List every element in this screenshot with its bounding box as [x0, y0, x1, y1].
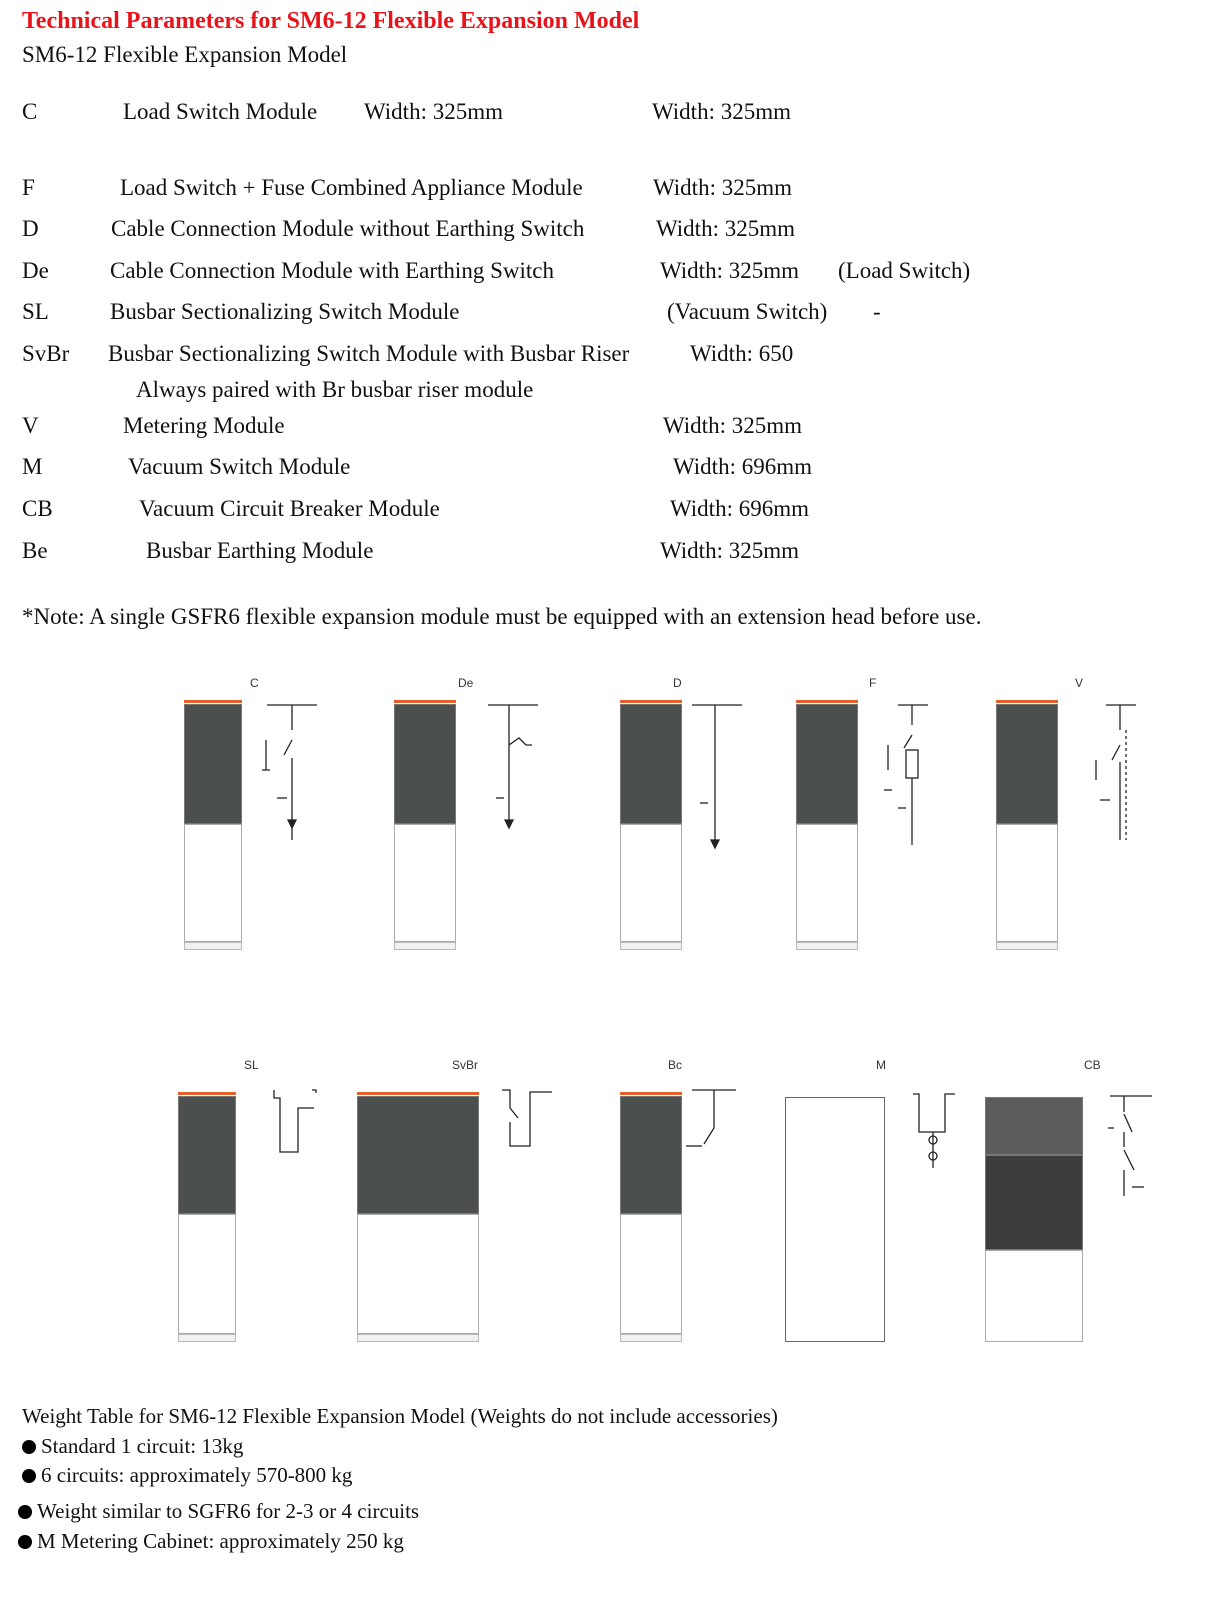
- module-width: Width: 325mm: [663, 413, 802, 438]
- page-subtitle: SM6-12 Flexible Expansion Model: [22, 42, 348, 67]
- single-line-diagram: [684, 1088, 744, 1158]
- cabinet-illustration: [985, 1097, 1083, 1342]
- single-line-diagram: [1086, 700, 1146, 850]
- single-line-diagram: [1102, 1092, 1162, 1202]
- module-desc: Load Switch Module: [123, 99, 318, 124]
- page-title: Technical Parameters for SM6-12 Flexible Expansion Model: [22, 8, 640, 34]
- figure-label: F: [869, 676, 877, 690]
- module-width: Width: 325mm: [660, 538, 799, 563]
- bullet-icon: [18, 1535, 32, 1549]
- module-desc: Load Switch + Fuse Combined Appliance Module: [120, 175, 583, 200]
- bullet-icon: [22, 1469, 36, 1483]
- bullet-icon: [18, 1505, 32, 1519]
- module-desc: Vacuum Circuit Breaker Module: [139, 496, 440, 521]
- cabinet-illustration: [357, 1092, 479, 1342]
- single-line-diagram: [266, 1088, 326, 1158]
- figure-label: SvBr: [452, 1058, 479, 1072]
- figure-label: CB: [1084, 1058, 1101, 1072]
- module-extra: -: [873, 299, 881, 324]
- module-desc: Busbar Earthing Module: [146, 538, 374, 563]
- module-desc: Cable Connection Module without Earthing Switch: [111, 216, 585, 241]
- bullet-icon: [22, 1440, 36, 1454]
- module-code: CB: [22, 496, 53, 521]
- module-desc: Metering Module: [123, 413, 285, 438]
- figure-label: De: [458, 676, 474, 690]
- module-code: D: [22, 216, 39, 241]
- cabinet-illustration: [785, 1097, 885, 1342]
- figure-label: SL: [244, 1058, 259, 1072]
- figure-label: Bc: [668, 1058, 683, 1072]
- module-width: (Vacuum Switch): [667, 299, 828, 324]
- module-code: Be: [22, 538, 48, 563]
- cabinet-illustration: [796, 700, 858, 950]
- module-desc: Busbar Sectionalizing Switch Module with Busbar Riser: [108, 341, 630, 366]
- weight-heading: Weight Table for SM6-12 Flexible Expansion Model (Weights do not include accessories): [22, 1404, 778, 1428]
- weight-item: 6 circuits: approximately 570-800 kg: [22, 1463, 352, 1488]
- module-width: Width: 325mm: [653, 175, 792, 200]
- module-code: M: [22, 454, 43, 479]
- single-line-diagram: [690, 700, 750, 850]
- weight-item: Weight similar to SGFR6 for 2-3 or 4 circuits: [18, 1499, 419, 1524]
- module-width: Width: 650: [690, 341, 794, 366]
- module-desc: Vacuum Switch Module: [128, 454, 351, 479]
- figure-label: V: [1075, 676, 1084, 690]
- cabinet-illustration: [620, 1092, 682, 1342]
- module-code: V: [22, 413, 39, 438]
- module-desc: Always paired with Br busbar riser module: [136, 377, 534, 402]
- single-line-diagram: [262, 700, 322, 850]
- module-code: De: [22, 258, 49, 283]
- module-width: Width: 325mm: [656, 216, 795, 241]
- module-desc: Cable Connection Module with Earthing Switch: [110, 258, 554, 283]
- figure-label: M: [876, 1058, 886, 1072]
- module-code: F: [22, 175, 35, 200]
- cabinet-illustration: [996, 700, 1058, 950]
- module-width: Width: 696mm: [673, 454, 812, 479]
- module-desc: Busbar Sectionalizing Switch Module: [110, 299, 460, 324]
- cabinet-illustration: [394, 700, 456, 950]
- cabinet-illustration: [178, 1092, 236, 1342]
- single-line-diagram: [500, 1088, 560, 1158]
- figure-label: D: [673, 676, 682, 690]
- single-line-diagram: [486, 700, 546, 850]
- module-code: SL: [22, 299, 49, 324]
- module-width-mid: Width: 325mm: [364, 99, 503, 124]
- module-width: Width: 325mm: [660, 258, 799, 283]
- cabinet-illustration: [620, 700, 682, 950]
- module-code: SvBr: [22, 341, 70, 366]
- single-line-diagram: [905, 1092, 965, 1172]
- figure-label: C: [250, 676, 259, 690]
- module-extra: (Load Switch): [838, 258, 971, 283]
- cabinet-illustration: [184, 700, 242, 950]
- single-line-diagram: [884, 700, 934, 850]
- module-width: Width: 325mm: [652, 99, 791, 124]
- module-code: C: [22, 99, 38, 124]
- module-width: Width: 696mm: [670, 496, 809, 521]
- weight-item: M Metering Cabinet: approximately 250 kg: [18, 1529, 404, 1554]
- weight-item: Standard 1 circuit: 13kg: [22, 1434, 243, 1459]
- note-text: *Note: A single GSFR6 flexible expansion module must be equipped with an extension head before use.: [22, 604, 982, 629]
